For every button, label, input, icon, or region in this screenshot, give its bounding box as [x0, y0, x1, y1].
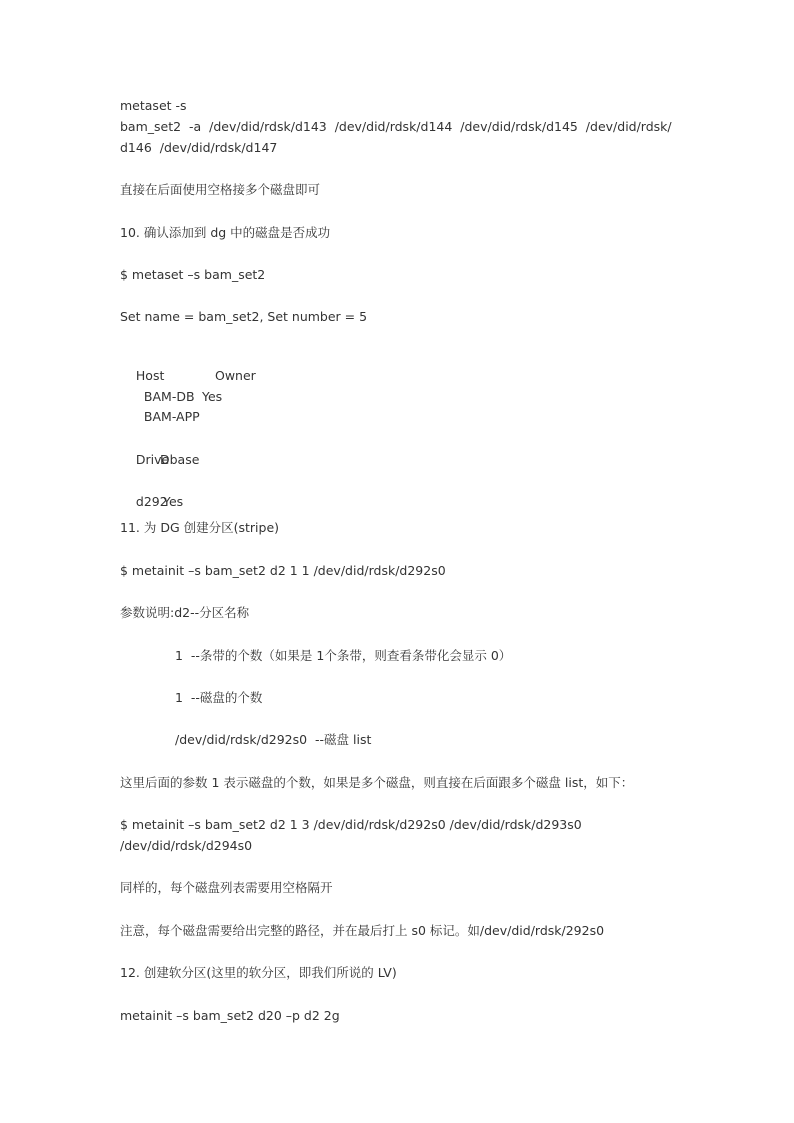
drive-dbase: Yes [163, 494, 184, 509]
command-line: $ metainit –s bam_set2 d2 1 1 /dev/did/rdsk/d292s0 [120, 563, 446, 578]
param-item: /dev/did/rdsk/d292s0 --磁盘 list [175, 732, 372, 747]
command-line: /dev/did/rdsk/d294s0 [120, 838, 253, 853]
drive-row [120, 478, 184, 509]
dbase-header: Dbase [160, 452, 200, 467]
host-row [128, 373, 223, 404]
host-header: Host [135, 368, 165, 383]
command-line: $ metaset –s bam_set2 [120, 267, 266, 282]
param-item: 1 --磁盘的个数 [175, 690, 263, 705]
note-text: 同样的，每个磁盘列表需要用空格隔开 [120, 880, 333, 895]
section-heading: 10. 确认添加到 dg 中的磁盘是否成功 [120, 225, 331, 240]
section-heading: 11. 为 DG 创建分区(stripe) [120, 520, 280, 535]
host-owner: Yes [202, 389, 223, 404]
output-line: Set name = bam_set2, Set number = 5 [120, 309, 368, 324]
section-heading: 12. 创建软分区(这里的软分区，即我们所说的 LV) [120, 965, 397, 980]
note-text: 这里后面的参数 1 表示磁盘的个数，如果是多个磁盘，则直接在后面跟多个磁盘 list，如下： [120, 775, 634, 790]
note-text: 注意，每个磁盘需要给出完整的路径，并在最后打上 s0 标记。如/dev/did/rdsk/292s0 [120, 923, 605, 938]
command-line: bam_set2 -a /dev/did/rdsk/d143 /dev/did/rdsk/d144 /dev/did/rdsk/d145 /dev/did/rdsk/ [120, 119, 672, 134]
note-text: 直接在后面使用空格接多个磁盘即可 [120, 182, 321, 197]
drive-header: Drive [135, 452, 170, 467]
param-item: 1 --条带的个数（如果是 1个条带，则查看条带化会显示 0） [175, 648, 512, 663]
command-line: d146 /dev/did/rdsk/d147 [120, 140, 278, 155]
command-line: $ metainit –s bam_set2 d2 1 3 /dev/did/rdsk/d292s0 /dev/did/rdsk/d293s0 [120, 817, 582, 832]
drive-header-row [120, 436, 200, 467]
command-line: metaset -s [120, 98, 187, 113]
host-row [128, 393, 200, 424]
host-name: BAM-APP [143, 409, 200, 424]
drive-name: d292 [135, 494, 168, 509]
param-description: 参数说明:d2--分区名称 [120, 605, 250, 620]
host-header-row [120, 352, 256, 383]
owner-header: Owner [215, 368, 256, 383]
host-name: BAM-DB [143, 389, 195, 404]
command-line: metainit –s bam_set2 d20 –p d2 2g [120, 1008, 340, 1023]
